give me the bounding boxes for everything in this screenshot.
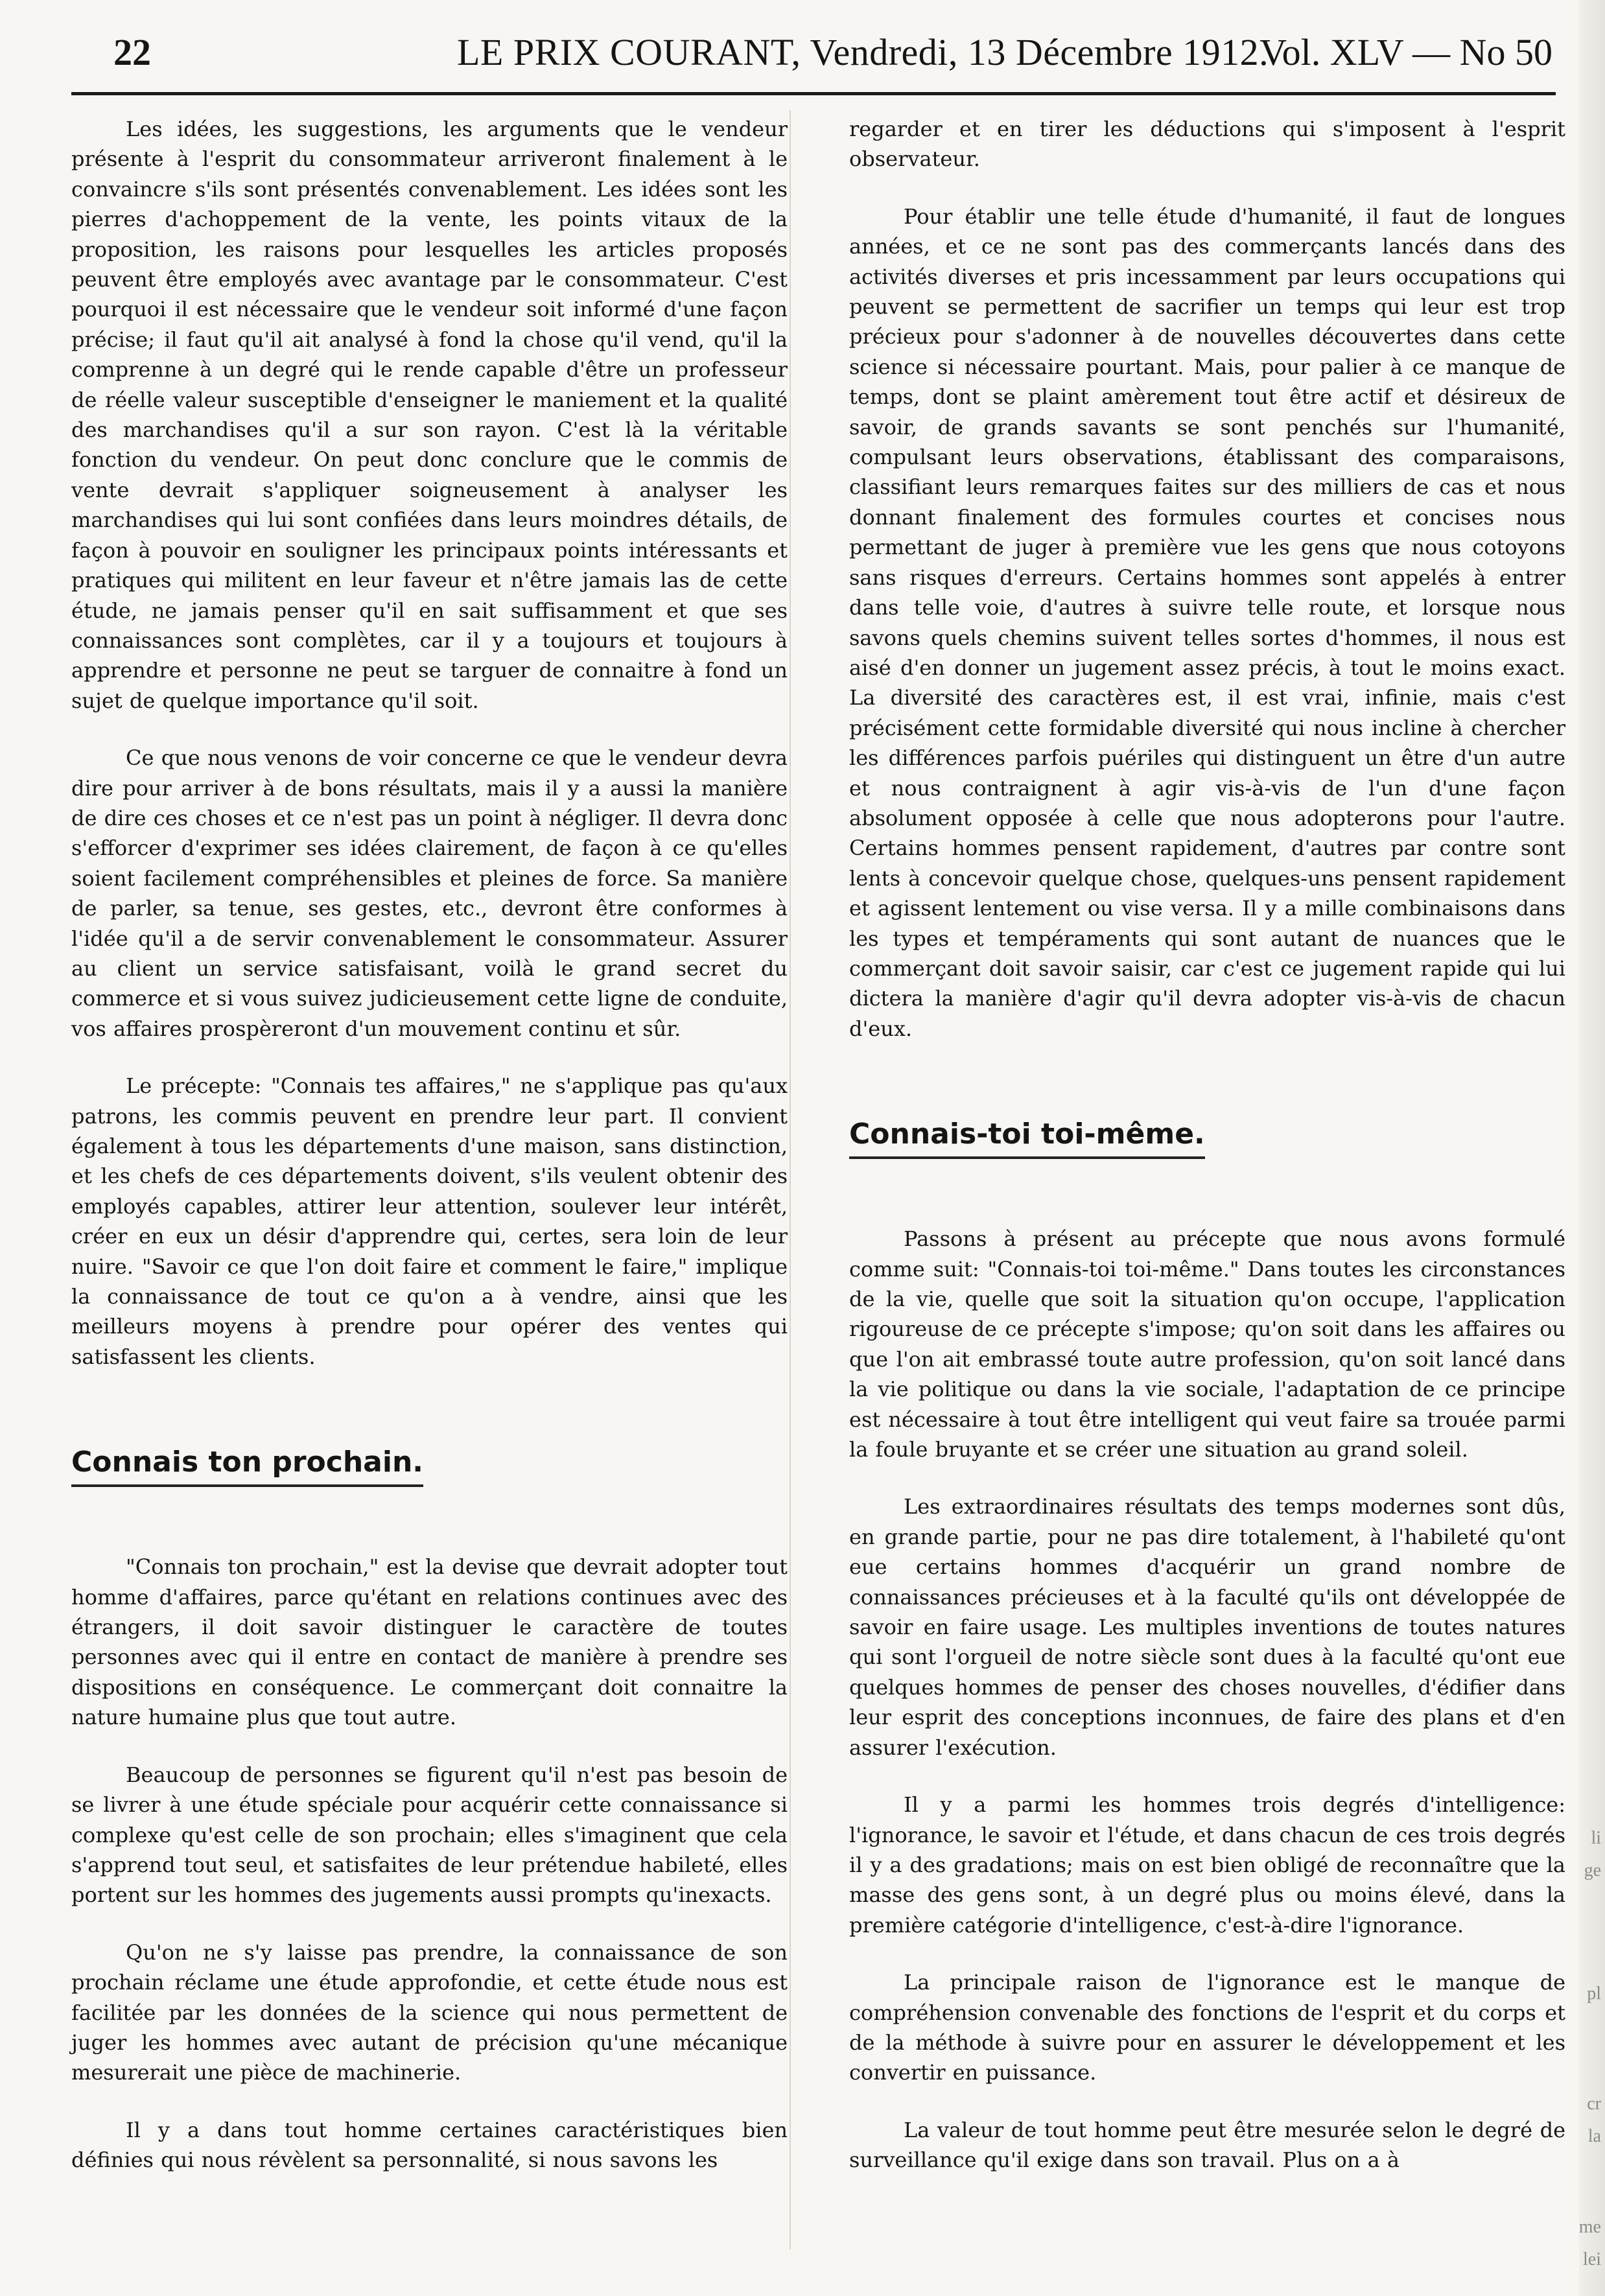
article-paragraph: Les idées, les suggestions, les arguments que le vendeur présente à l'esprit du consommateur arriveront finalement à le convaincre s'ils sont présentés convenablement. Les idées sont les pierres d'achoppement de la vente, les points vitaux de la proposition, les raisons pour lesquelles les articles proposés peuvent être employés avec avantage par le consommateur. C'est pourquoi il est nécessaire que le vendeur soit informé d'une façon précise; il faut qu'il ait analysé à fond la chose qu'il vend, qu'il la comprenne à un degré qui le rende capable d'être un professeur de réelle valeur susceptible d'enseigner le maniement et la qualité des marchandises qu'il a sur son rayon. C'est là la véritable fonction du vendeur. On peut donc conclure que le commis de vente devrait s'appliquer soigneusement à analyser les marchandises qui lui sont confiées dans leurs moindres détails, de façon à pouvoir en souligner les principaux points intéressants et pratiques qui militent en leur faveur et n'être jamais las de cette étude, ne jamais penser qu'il en sait suffisamment et que ses connaissances sont complètes, car il y a toujours et toujours à apprendre et personne ne peut se targuer de connaitre à fond un sujet de quelque importance qu'il soit.	[71, 117, 788, 713]
left-column	[71, 114, 788, 2203]
margin-fragment: pl	[1587, 1984, 1601, 2004]
right-column	[849, 114, 1565, 2203]
margin-fragment: ge	[1584, 1860, 1601, 1880]
article-paragraph: Ce que nous venons de voir concerne ce que le vendeur devra dire pour arriver à de bons résultats, mais il y a aussi la manière de dire ces choses et ce n'est pas un point à négliger. Il devra donc s'efforcer d'exprimer ses idées clairement, de façon à ce qu'elles soient facilement compréhensibles et pleines de force. Sa manière de parler, sa tenue, ses gestes, etc., devront être conformes à l'idée qu'il a de servir convenablement le consommateur. Assurer au client un service satisfaisant, voilà le grand secret du commerce et si vous suivez judicieusement cette ligne de conduite, vos affaires prospèreront d'un mouvement continu et sûr.	[71, 745, 788, 1041]
article-paragraph: La principale raison de l'ignorance est le manque de compréhension convenable des fonctions de l'esprit et du corps et de la méthode à suivre pour en assurer le développement et les convertir en puissance.	[849, 1970, 1565, 2085]
margin-fragment: li	[1591, 1828, 1601, 1848]
margin-fragment: me	[1578, 2217, 1601, 2237]
article-paragraph: Qu'on ne s'y laisse pas prendre, la connaissance de son prochain réclame une étude approfondie, et cette étude nous est facilitée par les données de la science qui nous permettent de juger les hommes avec autant de précision qu'une mécanique mesurerait une pièce de machinerie.	[71, 1939, 788, 2085]
article-paragraph: Il y a dans tout homme certaines caractéristiques bien définies qui nous révèlent sa personnalité, si nous savons les	[71, 2117, 788, 2173]
article-paragraph: La valeur de tout homme peut être mesurée selon le degré de surveillance qu'il exige dans son travail. Plus on a à	[849, 2117, 1565, 2173]
section-heading-wrap	[849, 1115, 1565, 1159]
newspaper-title: LE PRIX COURANT, Vendredi, 13 Décembre 1912.	[457, 31, 1269, 73]
margin-fragment: la	[1587, 2126, 1601, 2146]
article-paragraph: "Connais ton prochain," est la devise que devrait adopter tout homme d'affaires, parce qu'étant en relations continues avec des étrangers, il doit savoir distinguer le caractère de toutes personnes avec qui il entre en contact de manière à prendre ses dispositions en conséquence. Le commerçant doit connaitre la nature humaine plus que tout autre.	[71, 1554, 788, 1730]
column-divider-mark	[790, 110, 791, 2249]
article-paragraph: Le précepte: "Connais tes affaires," ne s'applique pas qu'aux patrons, les commis peuvent en prendre leur part. Il convient également à tous les départements d'une maison, sans distinction, et les chefs de ces départements doivent, s'ils veulent obtenir des employés capables, attirer leur attention, soulever leur intérêt, créer en eux un désir d'apprendre qui, certes, sera loin de leur nuire. "Savoir ce que l'on doit faire et comment le faire," implique la connaissance de tout ce qu'on a à vendre, ainsi que les meilleurs moyens à prendre pour opérer des ventes qui satisfassent les clients.	[71, 1073, 788, 1369]
article-paragraph: Pour établir une telle étude d'humanité, il faut de longues années, et ce ne sont pas des commerçants lancés dans des activités diverses et pris incessamment par leurs occupations qui peuvent se permettent de sacrifier un temps qui leur est trop précieux pour s'adonner à de nouvelles découvertes dans cette science si nécessaire pourtant. Mais, pour palier à ce manque de temps, dont se plaint amèrement tout être actif et désireux de savoir, de grands savants se sont penchés sur l'humanité, compulsant leurs observations, établissant des comparaisons, classifiant leurs remarques faites sur des milliers de cas et nous donnant finalement des formules courtes et concises nous permettant de juger à première vue les gens que nous cotoyons sans risques d'erreurs. Certains hommes sont appelés à entrer dans telle voie, d'autres à suivre telle route, et lorsque nous savons quels chemins suivent telles sortes d'hommes, il nous est aisé d'en donner un jugement assez précis, à tout le moins exact. La diversité des caractères est, il est vrai, infinie, mais c'est précisément cette formidable diversité qui nous incline à chercher les différences parfois puériles qui distinguent un être d'un autre et nous contraignent à agir vis-à-vis de l'un d'une façon absolument opposée à celle que nous adopterons pour l'autre. Certains hommes pensent rapidement, d'autres par contre sont lents à concevoir quelque chose, quelques-uns pensent rapidement et agissent lentement ou vise versa. Il y a mille combinaisons dans les types et tempéraments qui sont autant de nuances que le commerçant doit savoir saisir, car c'est ce jugement rapide qui lui dictera la manière d'agir qu'il devra adopter vis-à-vis de chacun d'eux.	[849, 204, 1565, 1041]
margin-fragment: lei	[1583, 2249, 1601, 2269]
section-heading: Connais ton prochain.	[71, 1443, 423, 1487]
article-paragraph: Les extraordinaires résultats des temps modernes sont dûs, en grande partie, pour ne pas dire totalement, à l'habileté qu'ont eue certains hommes d'acquérir un grand nombre de connaissances précieuses et à la faculté qu'ils ont développée de savoir en faire usage. Les multiples inventions de toutes natures qui sont l'orgueil de notre siècle sont dues à la faculté qu'ont eue quelques hommes de penser des choses nouvelles, d'édifier dans leur esprit des conceptions inconnues, de faire des plans et d'en assurer l'exécution.	[849, 1494, 1565, 1760]
article-paragraph: Il y a parmi les hommes trois degrés d'intelligence: l'ignorance, le savoir et l'étude, et dans chacun de ces trois degrés il y a des gradations; mais on est bien obligé de reconnaître que la masse des gens sont, à un degré plus ou moins élevé, dans la première catégorie d'intelligence, c'est-à-dire l'ignorance.	[849, 1792, 1565, 1938]
page-number: 22	[113, 31, 151, 73]
page-edge-strip	[1579, 0, 1605, 2296]
volume-number: Vol. XLV — No 50	[1259, 31, 1552, 73]
article-continuation: regarder et en tirer les déductions qui s'imposent à l'esprit observateur.	[849, 117, 1565, 172]
article-paragraph: Beaucoup de personnes se figurent qu'il n'est pas besoin de se livrer à une étude spéciale pour acquérir cette connaissance si complexe qu'est celle de son prochain; elles s'imaginent que cela s'apprend tout seul, et satisfaites de leur prétendue habileté, elles portent sur les hommes des jugements aussi prompts qu'inexacts.	[71, 1762, 788, 1908]
section-heading: Connais-toi toi-même.	[849, 1115, 1205, 1159]
margin-fragment: cr	[1587, 2094, 1601, 2114]
page-header	[71, 27, 1556, 95]
section-heading-wrap	[71, 1443, 788, 1487]
article-paragraph: Passons à présent au précepte que nous avons formulé comme suit: "Connais-toi toi-même." Dans toutes les circonstances de la vie, quelle que soit la situation qu'on occupe, l'application rigoureuse de ce précepte s'impose; qu'on soit dans les affaires ou que l'on ait embrassé toute autre profession, qu'on soit lancé dans la vie politique ou dans la vie sociale, l'adaptation de ce principe est nécessaire à tout être intelligent qui veut faire sa trouée parmi la foule bruyante et se créer une situation au grand soleil.	[849, 1226, 1565, 1462]
